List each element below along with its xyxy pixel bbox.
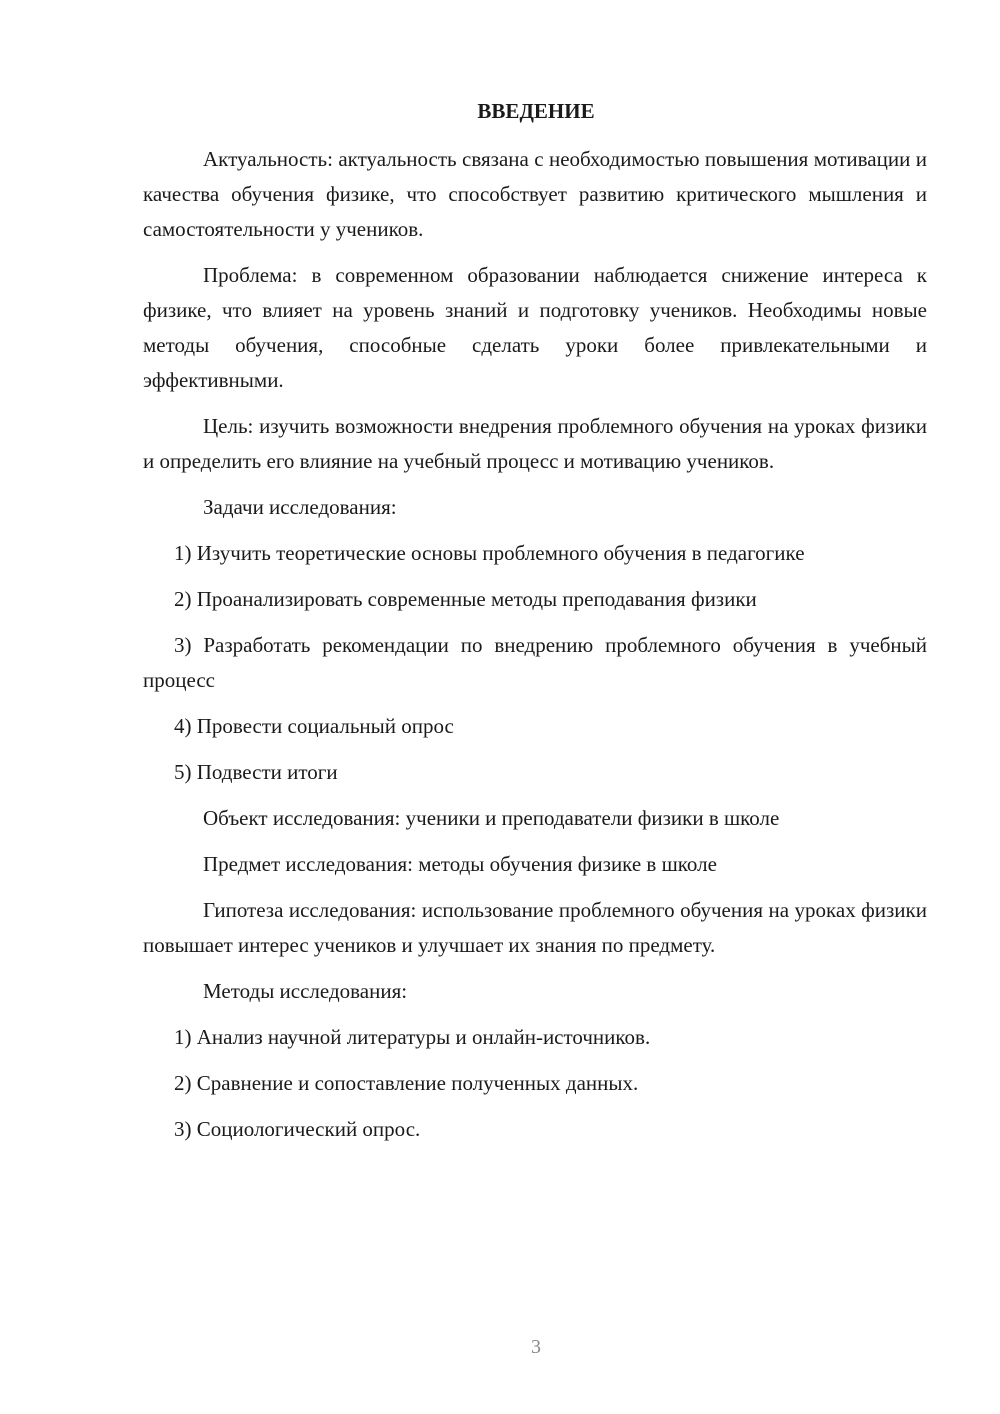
page-number: 3: [531, 1336, 541, 1358]
task-item: 3) Разработать рекомендации по внедрению проблемного обучения в учебный процесс: [143, 633, 927, 692]
page-title: ВВЕДЕНИЕ: [477, 99, 595, 123]
task-item: 5) Подвести итоги: [174, 760, 338, 784]
object-paragraph: Объект исследования: ученики и преподаватели физики в школе: [203, 806, 780, 830]
goal-paragraph: Цель: изучить возможности внедрения проблемного обучения на уроках физики и определить его влияние на учебный процесс и мотивацию учеников.: [143, 414, 927, 473]
task-item: 4) Провести социальный опрос: [174, 714, 454, 738]
hypothesis-paragraph: Гипотеза исследования: использование проблемного обучения на уроках физики повышает интерес учеников и улучшает их знания по предмету.: [143, 898, 927, 957]
problem-paragraph: Проблема: в современном образовании наблюдается снижение интереса к физике, что влияет на уровень знаний и подготовку учеников. Необходимы новые методы обучения, способные сделать уроки более привлекательными и эффективными.: [143, 263, 927, 392]
subject-paragraph: Предмет исследования: методы обучения физике в школе: [203, 852, 717, 876]
method-item: 3) Социологический опрос.: [174, 1117, 421, 1141]
document-body: [143, 142, 927, 1158]
methods-heading: Методы исследования:: [203, 979, 408, 1003]
tasks-list: [143, 536, 927, 790]
relevance-paragraph: Актуальность: актуальность связана с необходимостью повышения мотивации и качества обучения физике, что способствует развитию критического мышления и самостоятельности у учеников.: [143, 147, 927, 241]
methods-list: [143, 1020, 927, 1147]
method-item: 1) Анализ научной литературы и онлайн-источников.: [174, 1025, 651, 1049]
method-item: 2) Сравнение и сопоставление полученных данных.: [174, 1071, 639, 1095]
task-item: 1) Изучить теоретические основы проблемного обучения в педагогике: [174, 541, 805, 565]
task-item: 2) Проанализировать современные методы преподавания физики: [174, 587, 757, 611]
tasks-heading: Задачи исследования:: [203, 495, 397, 519]
